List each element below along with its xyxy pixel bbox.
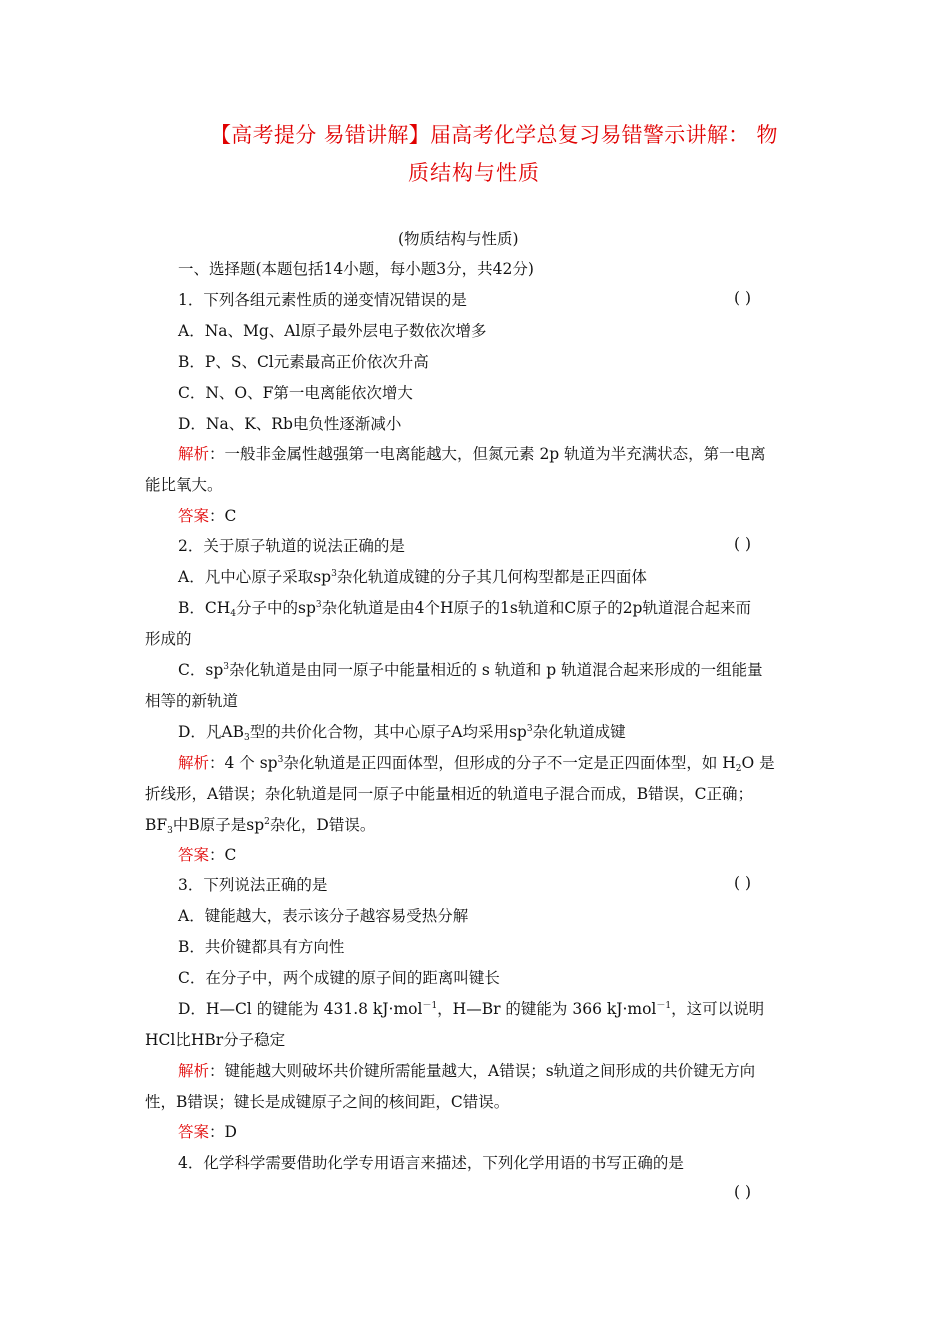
q3-analysis-cont: 性，B错误；键长是成键原子之间的核间距，C错误。: [145, 1093, 510, 1111]
q2-option-c-cont: 相等的新轨道: [145, 692, 239, 710]
analysis-label: 解析: [178, 445, 210, 463]
q1-option-d: D．Na、K、Rb电负性逐渐减小: [178, 415, 402, 433]
q3-stem: 3．下列说法正确的是: [178, 876, 328, 894]
title-line-2: 质结构与性质: [408, 161, 540, 185]
q2-option-c: C．$sp^3$杂化轨道是由同一原子中能量相近的 s 轨道和 p 轨道混合起来形成的一组能量: [178, 661, 763, 679]
q2-option-a: A．凡中心原子采取$sp^3$杂化轨道成键的分子其几何构型都是正四面体: [178, 568, 647, 586]
q1-answer: 答案：C: [178, 507, 237, 525]
q2-option-b: B．$CH_4$分子中的$sp^3$杂化轨道是由4个H原子的1s轨道和C原子的2p轨道混合起来而: [178, 599, 751, 619]
subtitle: (物质结构与性质): [398, 230, 519, 248]
analysis-label: 解析: [178, 1062, 210, 1080]
q1-analysis: 解析：一般非金属性越强第一电离能越大，但氮元素 2p 轨道为半充满状态，第一电离: [178, 445, 766, 463]
q1-option-c: C．N、O、F第一电离能依次增大: [178, 384, 413, 402]
q3-option-b: B．共价键都具有方向性: [178, 938, 345, 956]
q1-answer-blank: ( ): [734, 289, 752, 307]
q3-answer: 答案：D: [178, 1123, 237, 1141]
q1-stem: 1．下列各组元素性质的递变情况错误的是: [178, 291, 467, 309]
answer-label: 答案: [178, 507, 210, 525]
section-heading: 一、选择题(本题包括14小题，每小题3分，共42分): [178, 260, 534, 278]
q4-stem: 4．化学科学需要借助化学专用语言来描述，下列化学用语的书写正确的是: [178, 1154, 684, 1172]
q1-option-b: B．P、S、Cl元素最高正价依次升高: [178, 353, 429, 371]
q2-analysis: 解析：4 个 $sp^3$杂化轨道是正四面体型，但形成的分子不一定是正四面体型，如 $H_2O$ 是: [178, 754, 775, 774]
q3-option-d: D．H—Cl 的键能为 431.8 kJ·mol$^{-1}$，H—Br 的键能为 366 kJ·mol$^{-1}$，这可以说明: [178, 1000, 765, 1018]
q2-stem: 2．关于原子轨道的说法正确的是: [178, 537, 405, 555]
q2-option-b-cont: 形成的: [145, 630, 192, 648]
q1-option-a: A．Na、Mg、Al原子最外层电子数依次增多: [178, 322, 487, 340]
q2-analysis-cont2: $BF_3$中B原子是$sp^2$杂化，D错误。: [145, 816, 376, 836]
q3-answer-blank: ( ): [734, 874, 752, 892]
q3-analysis: 解析：键能越大则破坏共价键所需能量越大，A错误；s轨道之间形成的共价键无方向: [178, 1062, 756, 1080]
analysis-label: 解析: [178, 754, 210, 772]
answer-label: 答案: [178, 846, 210, 864]
q4-answer-blank: ( ): [734, 1183, 752, 1201]
q1-analysis-cont: 能比氧大。: [145, 476, 223, 494]
answer-label: 答案: [178, 1123, 210, 1141]
q3-option-d-cont: HCl比HBr分子稳定: [145, 1031, 286, 1049]
q2-option-d: D．凡$AB_3$型的共价化合物，其中心原子A均采用$sp^3$杂化轨道成键: [178, 723, 626, 743]
q2-answer-blank: ( ): [734, 535, 752, 553]
q2-analysis-cont: 折线形，A错误；杂化轨道是同一原子中能量相近的轨道电子混合而成，B错误，C正确；: [145, 785, 753, 803]
q3-option-a: A．键能越大，表示该分子越容易受热分解: [178, 907, 469, 925]
q2-answer: 答案：C: [178, 846, 237, 864]
title-line-1: 【高考提分 易错讲解】届高考化学总复习易错警示讲解： 物: [210, 123, 778, 147]
q3-option-c: C．在分子中，两个成键的原子间的距离叫键长: [178, 969, 500, 987]
